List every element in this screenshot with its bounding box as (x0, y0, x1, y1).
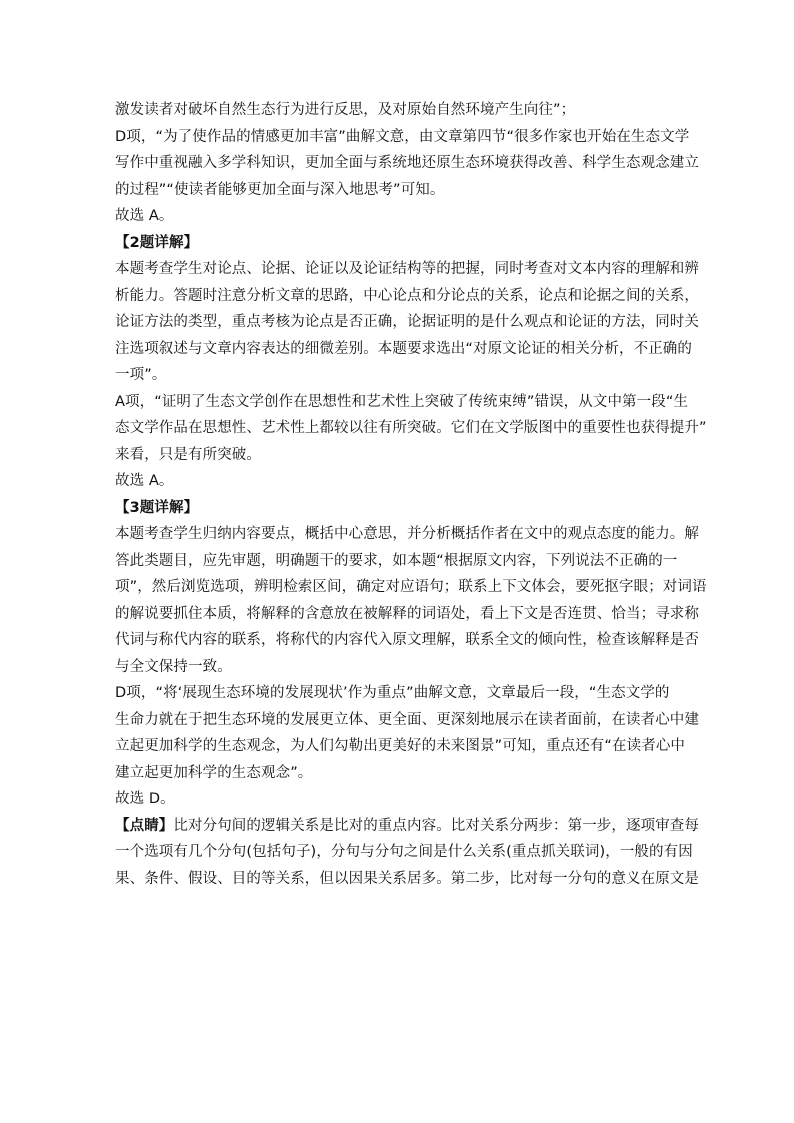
conclusion-line: 故选 A。 (115, 473, 174, 489)
text-line: 代词与称代内容的联系，将称代的内容代入原文理解，联系全文的倾向性，检查该解释是否 (115, 632, 699, 648)
text-line: 本题考查学生归纳内容要点，概括中心意思，并分析概括作者在文中的观点态度的能力。解 (115, 526, 699, 542)
text-line: 来看，只是有所突破。 (115, 446, 261, 463)
text-line: 答此类题目，应先审题，明确题干的要求，如本题“根据原文内容，下列说法不正确的一 (115, 552, 678, 569)
dianjing-paragraph-first-line (115, 813, 700, 840)
conclusion-line: 故选 A。 (115, 208, 174, 224)
text-line: 立起更加科学的生态观念，为人们勾勒出更美好的未来图景”可知，重点还有“在读者心中 (115, 738, 686, 754)
text-line: 激发读者对破坏自然生态行为进行反思，及对原始自然环境产生向往”； (115, 102, 576, 118)
text-line: 析能力。答题时注意分析文章的思路，中心论点和分论点的关系，论点和论据之间的关系， (115, 287, 699, 304)
text-line: D项，“为了使作品的情感更加丰富”曲解文意，由文章第四节“很多作家也开始在生态文学 (115, 128, 690, 145)
text-line: 态文学作品在思想性、艺术性上都较以往有所突破。它们在文学版图中的重要性也获得提升” (115, 420, 707, 436)
text-line: 的过程”“使读者能够更加全面与深入地思考”可知。 (115, 181, 445, 198)
text-line: A项，“证明了生态文学创作在思想性和艺术性上突破了传统束缚”错误，从文中第一段“生 (115, 393, 689, 410)
text-line: 生命力就在于把生态环境的发展更立体、更全面、更深刻地展示在读者面前，在读者心中建 (115, 711, 699, 728)
dianjing-label: 【点睛】 (115, 817, 174, 834)
dianjing-text: 比对分句间的逻辑关系是比对的重点内容。比对关系分两步：第一步，逐项审查每 (173, 817, 700, 834)
text-line: 建立起更加科学的生态观念”。 (115, 764, 313, 781)
answer-explanation-body (115, 97, 707, 892)
text-line: 注选项叙述与文章内容表达的细微差别。本题要求选出“对原文论证的相关分析，不正确的 (115, 340, 693, 357)
text-line: 论证方法的类型，重点考核为论点是否正确，论据证明的是什么观点和论证的方法，同时关 (115, 314, 699, 330)
section-heading-q3: 【3题详解】 (115, 499, 199, 516)
text-line: 本题考查学生对论点、论据、论证以及论证结构等的把握，同时考查对文本内容的理解和辨 (115, 261, 699, 277)
text-line: 一项”。 (115, 367, 167, 383)
text-line: 与全文保持一致。 (115, 658, 232, 675)
text-line: 的解说要抓住本质，将解释的含意放在被解释的词语处，看上下文是否连贯、恰当；寻求称 (115, 605, 699, 622)
text-line: D项，“将‘展现生态环境的发展现状’作为重点”曲解文意，文章最后一段，“生态文学的 (115, 685, 670, 701)
section-heading-q2: 【2题详解】 (115, 234, 199, 251)
text-line: 一个选项有几个分句(包括句子)，分句与分句之间是什么关系(重点抓关联词)，一般的有因 (115, 844, 693, 860)
conclusion-line: 故选 D。 (115, 791, 175, 807)
text-line: 果、条件、假设、目的等关系，但以因果关系居多。第二步，比对每一分句的意义在原文是 (115, 870, 699, 887)
text-line: 写作中重视融入多学科知识，更加全面与系统地还原生态环境获得改善、科学生态观念建立 (115, 155, 699, 171)
text-line: 项”，然后浏览选项，辨明检索区间，确定对应语句；联系上下文体会，要死抠字眼；对词语 (115, 579, 707, 595)
